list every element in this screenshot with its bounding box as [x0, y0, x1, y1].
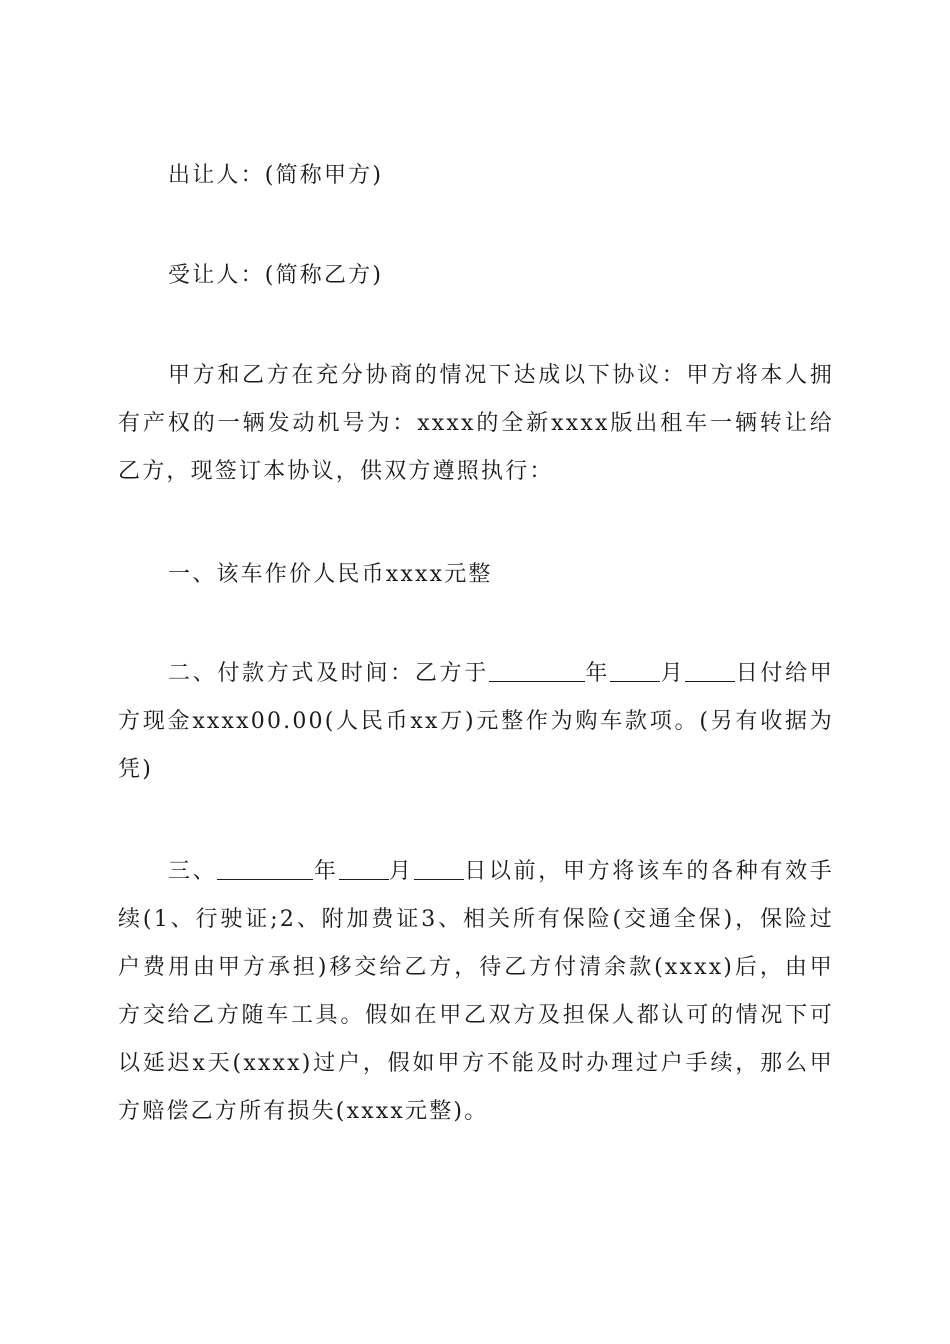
handover-year-blank	[217, 857, 313, 880]
payment-month-label: 月	[660, 661, 686, 686]
clause-payment-text-1: 二、付款方式及时间：乙方于	[168, 661, 489, 686]
handover-year-label: 年	[313, 859, 339, 884]
clause-payment	[118, 650, 834, 794]
payment-day-blank	[685, 659, 735, 682]
transferor-line: 出让人：(简称甲方)	[168, 163, 384, 188]
clause-handover-text-2: 日以前，甲方将该车的各种有效手续(1、行驶证;2、附加费证3、相关所有保险(交通全保)，保险过户费用由甲方承担)移交给乙方，待乙方付清余款(xxxx)后，由甲方交给乙方随车工具。假如在甲乙双方及担保人都认可的情况下可以延迟x天(xxxx)过户，假如甲方不能及时办理过户手续，那么甲方赔偿乙方所有损失(xxxx元整)。	[118, 859, 834, 1124]
handover-month-blank	[339, 857, 389, 880]
transferee-line: 受让人：(简称乙方)	[168, 263, 384, 288]
clause-handover-text-1: 三、	[168, 859, 218, 884]
intro-paragraph: 甲方和乙方在充分协商的情况下达成以下协议：甲方将本人拥有产权的一辆发动机号为：xxxx的全新xxxx版出租车一辆转让给乙方，现签订本协议，供双方遵照执行：	[118, 363, 834, 484]
clause-payment-text-2: 日付给甲方现金xxxx00.00(人民币xx万)元整作为购车款项。(另有收据为凭)	[118, 661, 834, 782]
clause-handover	[118, 848, 834, 1136]
payment-year-blank	[489, 659, 585, 682]
handover-day-blank	[414, 857, 464, 880]
payment-year-label: 年	[584, 661, 611, 686]
clause-price: 一、该车作价人民币xxxx元整	[168, 562, 493, 587]
payment-month-blank	[610, 659, 660, 682]
handover-month-label: 月	[388, 859, 414, 884]
